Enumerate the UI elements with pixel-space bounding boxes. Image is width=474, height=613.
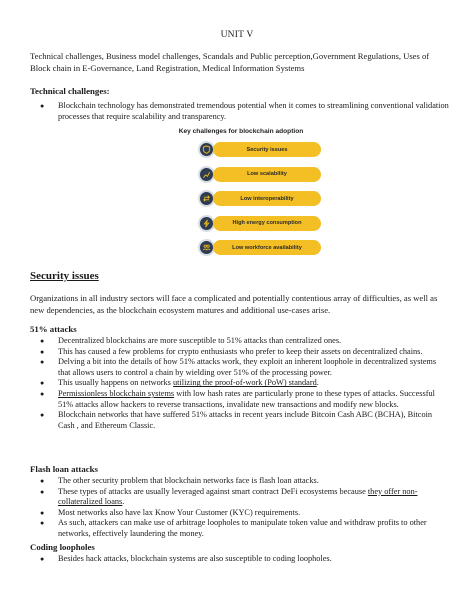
doc-title: UNIT V <box>220 30 254 40</box>
flash-bullet-list <box>30 476 450 540</box>
challenge-pill: High energy consumption <box>213 216 321 231</box>
infographic-row <box>160 166 322 183</box>
list-item-text: These types of attacks are usually leveraged against smart contract DeFi ecosystems because <box>58 486 368 496</box>
list-item-text: This usually happens on networks <box>58 378 173 388</box>
list-item: ● This has caused a few problems for crypto enthusiasts who prefer to keep their assets on decentralized chains. <box>30 347 450 358</box>
list-item-text: . <box>122 497 125 507</box>
challenge-pill: Low workforce availability <box>213 240 321 255</box>
infographic-row <box>160 141 322 158</box>
tech-bullet-list <box>30 101 450 122</box>
security-paragraph: Organizations in all industry sectors will face a complicated and potentially contentious array of difficulties, as well as new dependencies, as the blockchain ecosystem matures and additional use-cases arise. <box>30 293 438 315</box>
hyperlink[interactable]: utilizing the proof-of-work (PoW) standard <box>173 378 317 388</box>
list-item: ● Blockchain networks that have suffered 51% attacks in recent years include Bitcoin Cash ABC (BCHA), Bitcoin Cash , and Ethereum Classic. <box>30 410 450 431</box>
list-item: ● Besides hack attacks, blockchain systems are also susceptible to coding loopholes. <box>30 554 450 565</box>
infographic-title: Key challenges for blockchain adoption <box>178 128 304 135</box>
list-item <box>30 378 450 389</box>
list-item-text: with low hash rates are particularly prone to these types of attacks. Successful 51% attacks allow hackers to reverse transactions, invalidate new transactions and modify new blocks. <box>58 388 435 409</box>
list-item-text: . <box>316 378 319 388</box>
hyperlink[interactable]: Permissionless blockchain systems <box>58 388 175 398</box>
security-section-title: Security issues <box>30 270 99 282</box>
list-item: ● Delving a bit into the details of how 51% attacks work, they exploit an inherent loophole in decentralized systems that allows users to control a chain by wielding over 51% of the processing power. <box>30 357 450 378</box>
challenge-pill: Low interoperability <box>213 191 321 206</box>
list-item: ● Most networks also have lax Know Your Customer (KYC) requirements. <box>30 508 450 519</box>
challenge-pill: Security issues <box>213 142 321 157</box>
list-item: ● The other security problem that blockchain networks face is flash loan attacks. <box>30 476 450 487</box>
attacks-heading: 51% attacks <box>30 324 77 334</box>
infographic-row <box>160 190 322 207</box>
list-item: ● Decentralized blockchains are more susceptible to 51% attacks than centralized ones. <box>30 336 450 347</box>
challenge-pill: Low scalability <box>213 167 321 182</box>
list-item: ● As such, attackers can make use of arbitrage loopholes to manipulate token value and withdraw profits to other networks, effectively laundering the money. <box>30 518 450 539</box>
infographic-row <box>160 239 322 256</box>
flash-heading: Flash loan attacks <box>30 464 98 474</box>
list-item: ● Blockchain technology has demonstrated tremendous potential when it comes to streamlining conventional validation processes that require scalability and transparency. <box>30 101 450 122</box>
list-item <box>30 389 450 410</box>
hyperlink[interactable]: they offer non-collateralized loans <box>58 486 418 507</box>
infographic-row <box>160 215 322 232</box>
intro-paragraph: Technical challenges, Business model challenges, Scandals and Public perception,Government Regulations, Uses of Block chain in E-Governance, Land Registration, Medical Information Systems <box>30 51 430 73</box>
challenges-infographic <box>160 128 322 278</box>
coding-heading: Coding loopholes <box>30 542 95 552</box>
coding-bullet-list <box>30 554 450 565</box>
attacks-bullet-list <box>30 336 450 431</box>
list-item <box>30 487 450 508</box>
tech-heading: Technical challenges: <box>30 86 110 96</box>
